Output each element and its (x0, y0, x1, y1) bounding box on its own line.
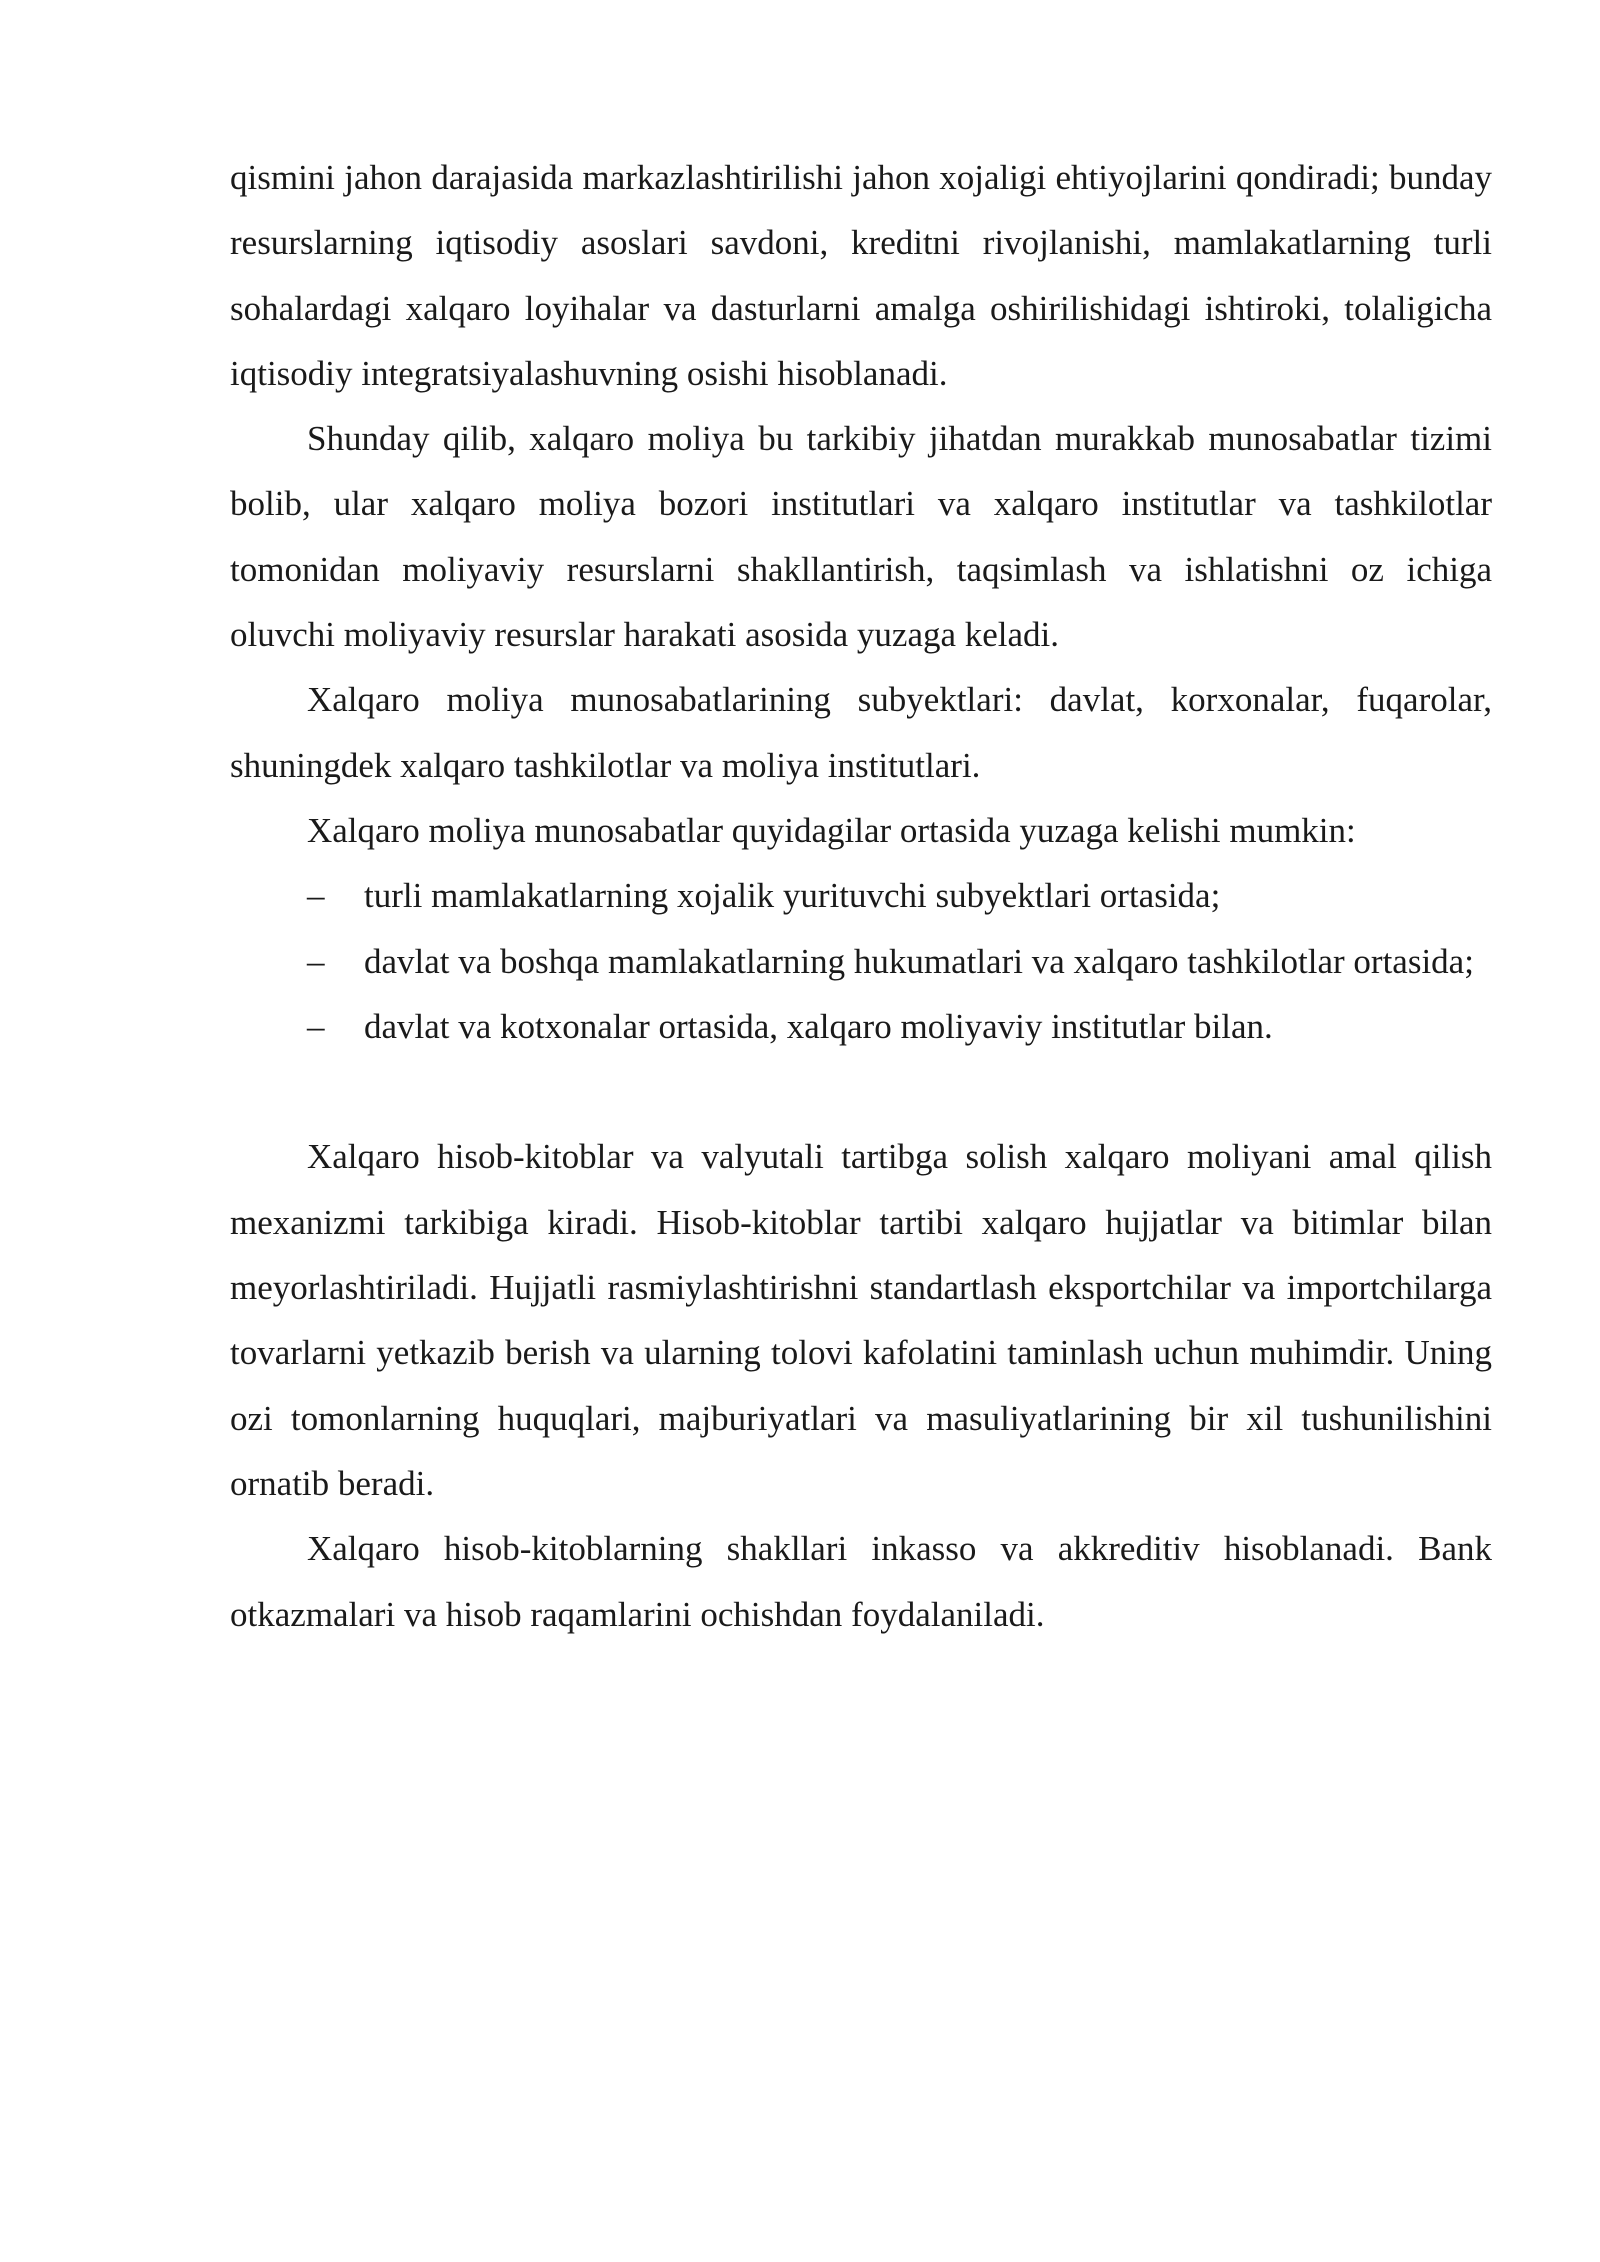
dash-list (230, 863, 1492, 1059)
list-marker: – (307, 1006, 325, 1046)
list-item (230, 994, 1492, 1059)
paragraph-definition: Shunday qilib, xalqaro moliya bu tarkibiy jihatdan murakkab munosabatlar tizimi bolib, ular xalqaro moliya bozori institutlari va xalqaro institutlar va tashkilotlar tomonidan moliyaviy resurslarni shakllantirish, taqsimlash va ishlatishni oz ichiga oluvchi moliyaviy resurslar harakati asosida yuzaga keladi. (230, 419, 1492, 655)
list-item (230, 863, 1492, 928)
document-page (230, 145, 1492, 1647)
paragraph-continuation: qismini jahon darajasida markazlashtirilishi jahon xojaligi ehtiyojlarini qondiradi; bunday resurslarning iqtisodiy asoslari savdoni, kreditni rivojlanishi, mamlakatlarning turli sohalardagi xalqaro loyihalar va dasturlarni amalga oshirilishidagi ishtiroki, tolaligicha iqtisodiy integratsiyalashuvning osishi hisoblanadi. (230, 158, 1492, 393)
list-marker: – (307, 876, 325, 916)
paragraph-subjects: Xalqaro moliya munosabatlarining subyektlari: davlat, korxonalar, fuqarolar, shuningdek xalqaro tashkilotlar va moliya institutlari. (230, 680, 1492, 785)
list-marker: – (307, 941, 325, 981)
list-item-text: davlat va kotxonalar ortasida, xalqaro moliyaviy institutlar bilan. (364, 1006, 1273, 1046)
paragraph-settlements: Xalqaro hisob-kitoblar va valyutali tartibga solish xalqaro moliyani amal qilish mexanizmi tarkibiga kiradi. Hisob-kitoblar tartibi xalqaro hujjatlar va bitimlar bilan meyorlashtiriladi. Hujjatli rasmiylashtirishni standartlash eksportchilar va importchilarga tovarlarni yetkazib berish va ularning tolovi kafolatini taminlash uchun muhimdir. Uning ozi tomonlarning huquqlari, majburiyatlari va masuliyatlarining bir xil tushunilishini ornatib beradi. (230, 1137, 1492, 1503)
list-item-text: davlat va boshqa mamlakatlarning hukumatlari va xalqaro tashkilotlar ortasida; (364, 941, 1474, 981)
list-item-text: turli mamlakatlarning xojalik yurituvchi subyektlari ortasida; (364, 876, 1221, 916)
list-item (230, 929, 1492, 994)
blank-line (230, 1059, 1492, 1124)
paragraph-settlement-forms: Xalqaro hisob-kitoblarning shakllari inkasso va akkreditiv hisoblanadi. Bank otkazmalari va hisob raqamlarini ochishdan foydalaniladi. (230, 1529, 1492, 1634)
paragraph-list-intro: Xalqaro moliya munosabatlar quyidagilar ortasida yuzaga kelishi mumkin: (307, 810, 1356, 850)
